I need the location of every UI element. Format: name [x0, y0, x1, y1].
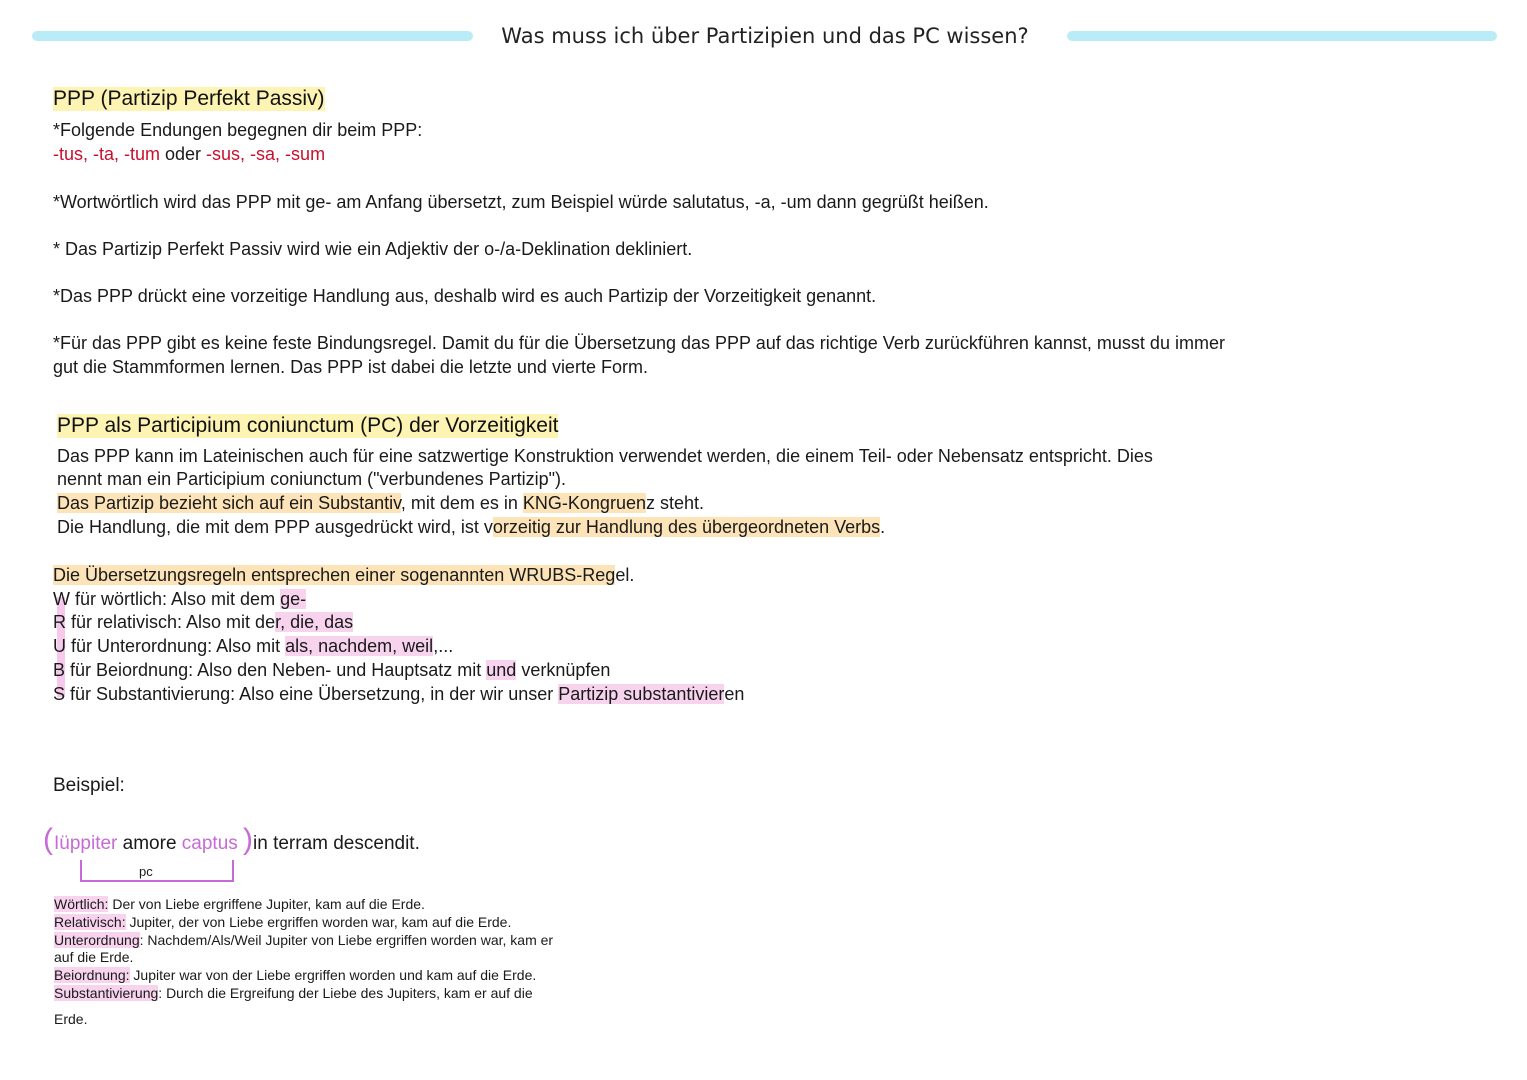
paren-open: ( — [43, 823, 53, 856]
rule-highlight: und — [486, 660, 517, 680]
accent-bar-right — [1067, 31, 1497, 41]
translation-text: Jupiter, der von Liebe ergriffen worden war, kam auf die Erde. — [125, 914, 512, 930]
rule-letter: R — [53, 612, 66, 632]
rule-item-w — [53, 588, 306, 612]
example-word3: captus — [181, 833, 238, 854]
endings-b: -sus, -sa, -sum — [206, 144, 326, 164]
translation-text: auf die Erde. — [54, 949, 134, 965]
example-label: Beispiel: — [53, 775, 125, 796]
rule-item-b — [53, 659, 610, 683]
pc-line1: Das PPP kann im Lateinischen auch für eine satzwertige Konstruktion verwendet werden, die einem Teil- oder Nebensatz entspricht. Dies — [57, 446, 1153, 466]
section2-heading: PPP als Participium coniunctum (PC) der Vorzeitigkeit — [57, 414, 559, 437]
pc-line4-highlight: orzeitig zur Handlung des übergeordneten Verbs — [492, 517, 881, 537]
pc-bracket-label: pc — [139, 864, 153, 879]
rule-highlight: Partizip substantivier — [558, 684, 725, 704]
endings-a: -tus, -ta, -tum — [53, 144, 161, 164]
example-word1: Iüppiter — [54, 833, 118, 854]
rule-item-s — [53, 683, 744, 707]
pc-line3-kng: KNG-Kongruen — [522, 493, 646, 513]
pc-line3-mid: , mit dem es in — [400, 493, 523, 513]
page-title: Was muss ich über Partizipien und das PC wissen? — [501, 24, 1029, 48]
pc-line3 — [57, 492, 704, 516]
example-word2: amore — [117, 833, 182, 854]
translation-label: Wörtlich: — [54, 896, 109, 912]
translation-beiordnung — [54, 967, 536, 985]
rule-item-r — [53, 611, 353, 635]
rule-text: für wörtlich: Also mit dem — [70, 589, 281, 609]
translation-label: Substantivierung — [54, 985, 159, 1001]
endings-intro: *Folgende Endungen begegnen dir beim PPP: — [53, 120, 423, 140]
paren-close: ) — [243, 823, 253, 856]
rule-highlight: als, nachdem, weil — [285, 636, 434, 656]
translation-text: Der von Liebe ergriffene Jupiter, kam auf die Erde. — [108, 896, 425, 912]
translation-unterordnung — [54, 932, 553, 950]
pc-line4-start: Die Handlung, die mit dem PPP ausgedrückt wird, ist v — [57, 517, 493, 537]
rule-after: ,... — [433, 636, 454, 656]
example-sentence — [54, 832, 238, 856]
translation-label: Unterordnung — [54, 932, 140, 948]
translation-unterordnung-cont — [54, 949, 133, 967]
endings-line — [53, 143, 325, 167]
rule-letter: S — [53, 684, 66, 704]
rule-after: en — [724, 684, 745, 704]
translation-last-line: Erde. — [54, 1011, 88, 1027]
accent-bar-left — [32, 31, 473, 41]
endings-or: oder — [160, 144, 207, 164]
pc-line3-end: z steht. — [645, 493, 705, 513]
pc-line2: nennt man ein Participium coniunctum ("verbundenes Partizip"). — [57, 469, 567, 489]
rule-letter: W — [53, 589, 70, 609]
rule-text: für relativisch: Also mit de — [66, 612, 276, 632]
rule-after: verknüpfen — [516, 660, 611, 680]
pc-line3-highlight: Das Partizip bezieht sich auf ein Substantiv — [57, 493, 401, 513]
translation-label: Relativisch: — [54, 914, 126, 930]
paragraph-4-line1: *Für das PPP gibt es keine feste Bindungsregel. Damit du für die Übersetzung das PPP auf das richtige Verb zurückführen kannst, musst du immer — [53, 333, 1225, 353]
translation-text: : Durch die Ergreifung der Liebe des Jupiters, kam er auf die — [158, 985, 533, 1001]
paragraph-1: *Wortwörtlich wird das PPP mit ge- am Anfang übersetzt, zum Beispiel würde salutatus, -a, -um dann gegrüßt heißen. — [53, 192, 989, 212]
rule-text: für Unterordnung: Also mit — [66, 636, 286, 656]
rule-text: für Beiordnung: Also den Neben- und Hauptsatz mit — [65, 660, 487, 680]
rule-highlight: r, die, das — [275, 612, 354, 632]
rules-intro-highlight: Die Übersetzungsregeln entsprechen einer sogenannten WRUBS-Reg — [53, 565, 616, 585]
rule-text: für Substantivierung: Also eine Übersetzung, in der wir unser — [65, 684, 559, 704]
translation-text: Jupiter war von der Liebe ergriffen worden und kam auf die Erde. — [129, 967, 537, 983]
pc-line4-end: . — [880, 517, 886, 537]
translation-label: Beiordnung: — [54, 967, 130, 983]
rules-intro-end: el. — [615, 565, 635, 585]
rule-item-u — [53, 635, 453, 659]
rule-highlight: ge- — [280, 589, 307, 609]
translation-woertlich — [54, 896, 425, 914]
paragraph-2: * Das Partizip Perfekt Passiv wird wie ein Adjektiv der o-/a-Deklination dekliniert. — [53, 239, 693, 259]
translation-substantivierung — [54, 985, 533, 1003]
rule-letter: U — [53, 636, 66, 656]
pc-bracket — [80, 860, 234, 882]
translation-text: : Nachdem/Als/Weil Jupiter von Liebe ergriffen worden war, kam er — [139, 932, 554, 948]
section1-heading: PPP (Partizip Perfekt Passiv) — [53, 87, 325, 110]
paragraph-3: *Das PPP drückt eine vorzeitige Handlung aus, deshalb wird es auch Partizip der Vorzeitigkeit genannt. — [53, 286, 877, 306]
rule-letter: B — [53, 660, 66, 680]
pc-line4 — [57, 516, 885, 540]
rules-intro — [53, 564, 634, 588]
paragraph-4-line2: gut die Stammformen lernen. Das PPP ist dabei die letzte und vierte Form. — [53, 357, 648, 377]
translation-relativisch — [54, 914, 511, 932]
example-rest: in terram descendit. — [253, 833, 420, 854]
